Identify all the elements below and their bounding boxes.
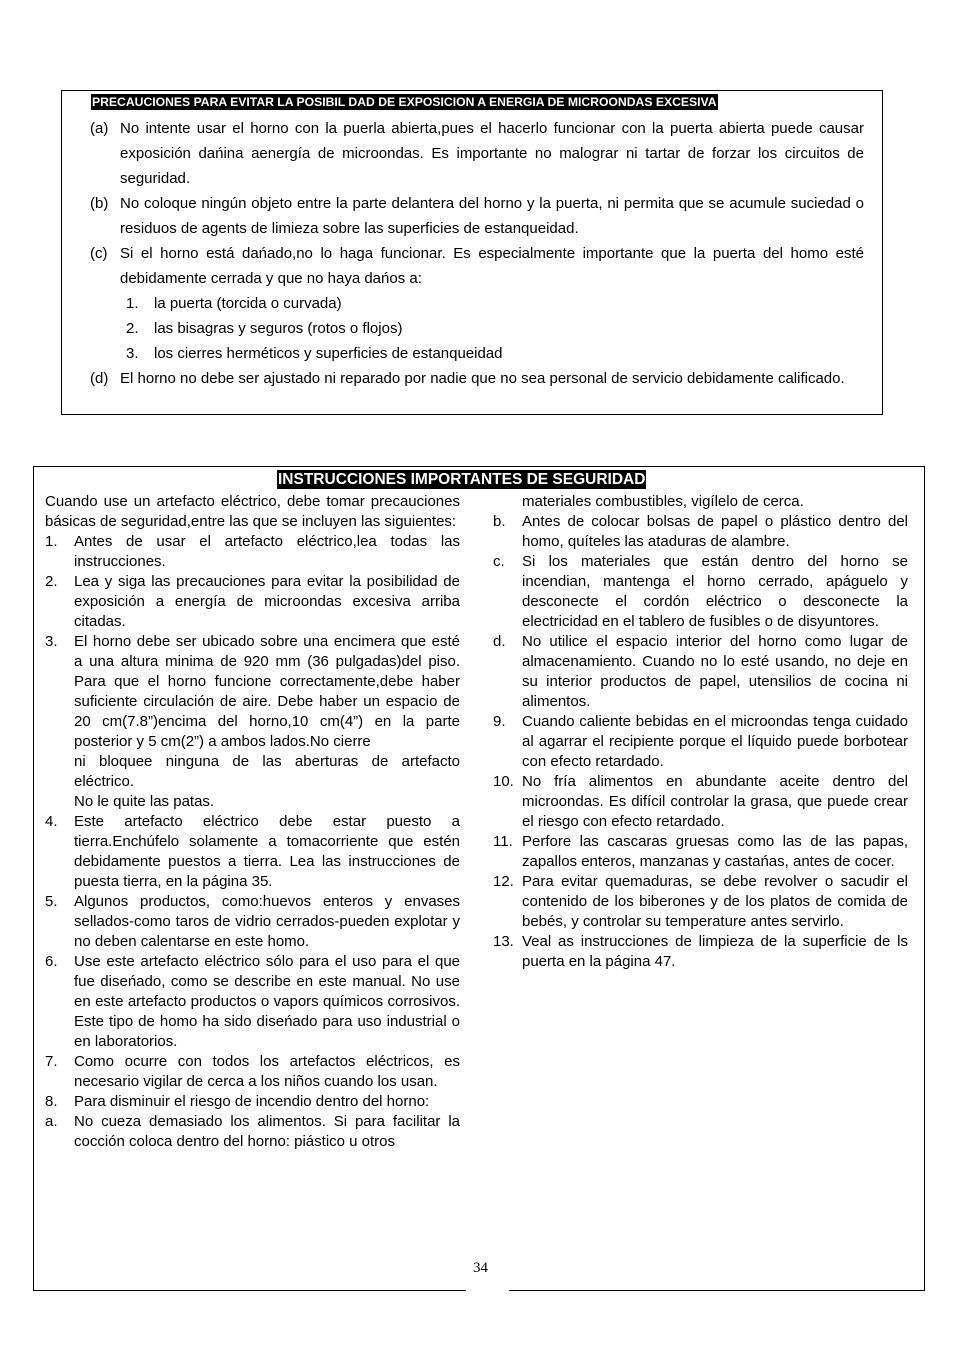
item-text: No intente usar el horno con la puerla abierta,pues el hacerlo funcionar con la puerta abierta puede causar exposición dańina aenergía de microondas. Es importante no malograr ni tartar de forzar los circuitos de seguridad. [120,120,864,187]
item-marker: 7. [45,1053,58,1070]
list-item [45,532,460,572]
item-text: Use este artefacto eléctrico sólo para el uso para el que fue diseńado, como se describe en este manual. No use en este artefacto productos o vapors químicos corrosivos. Este tipo de homo ha sido diseńado para uso industrial o en laboratorios. [74,953,460,1050]
item-marker: 12. [493,873,514,890]
list-item [45,1112,460,1152]
subitem-text: los cierres herméticos y superficies de estanqueidad [154,345,503,362]
list-item [493,712,908,772]
item-marker: 8. [45,1093,58,1110]
subitem-marker: 1. [126,295,139,312]
precautions-box [61,90,883,415]
item-text: No cueza demasiado los alimentos. Si para facilitar la cocción coloca dentro del horno: piástico u otros [74,1113,460,1150]
item-marker: 2. [45,573,58,590]
list-item [45,1052,460,1092]
safety-right-column [493,492,908,972]
item-text: Para disminuir el riesgo de incendio dentro del horno: [74,1093,430,1110]
item-marker: (b) [90,195,109,212]
item-marker: (c) [90,245,108,262]
precaution-item [90,191,864,241]
continued-text: materiales combustibles, vigílelo de cerca. [522,493,804,510]
list-item [493,932,908,972]
item-marker: a. [45,1113,58,1130]
item-marker: (d) [90,370,109,387]
list-item [493,512,908,552]
list-item [493,632,908,712]
item-marker: 6. [45,953,58,970]
list-item [45,572,460,632]
item-text: Antes de colocar bolsas de papel o plástico dentro del homo, quíteles las ataduras de alambre. [522,513,908,550]
precaution-subitem [90,341,864,366]
item-marker: (a) [90,120,109,137]
list-item [45,1092,460,1112]
list-item [45,632,460,752]
item-text: No utilice el espacio interior del horno como lugar de almacenamiento. Cuando no lo esté usando, no deje en su interior productos de papel, utensilios de cocina ni alimentos. [522,633,908,710]
item-text: Si los materiales que están dentro del horno se incendian, mantenga el horno cerrado, apáguelo y desconecte el cordón eléctrico o desconecte la electricidad en el tablero de fusibles o de disyuntores. [522,553,908,630]
item-marker: 1. [45,533,58,550]
item-text: El horno no debe ser ajustado ni reparado por nadie que no sea personal de servicio debidamente calificado. [120,370,845,387]
item-text: Este artefacto eléctrico debe estar puesto a tierra.Enchúfelo solamente a tomacorriente que estén debidamente puestos a tierra. Lea las instrucciones de puesta tierra, en la página 35. [74,813,460,890]
precautions-list [90,116,864,391]
item-text: No coloque ningún objeto entre la parte delantera del horno y la puerta, ni permita que se acumule suciedad o residuos de agents de limieza sobre las superficies de estanqueidad. [120,195,864,237]
item-marker: b. [493,513,506,530]
item-text: No fría alimentos en abundante aceite dentro del microondas. Es difícil controlar la grasa, que puede crear el riesgo con efecto retardado. [522,773,908,830]
item-marker: 5. [45,893,58,910]
item-text: Para evitar quemaduras, se debe revolver o sacudir el contenido de los biberones y de los platos de comida de bebés, y controlar su temperature antes servirlo. [522,873,908,930]
item-text: Algunos productos, como:huevos enteros y envases sellados-como taros de vidrio cerrados-pueden explotar y no deben calentarse en este homo. [74,893,460,950]
subitem-marker: 2. [126,320,139,337]
safety-intro: Cuando use un artefacto eléctrico, debe tomar precauciones básicas de seguridad,entre las que se incluyen las siguientes: [45,493,460,530]
item-text: Veal as instrucciones de limpieza de la superficie de ls puerta en la página 47. [522,933,908,970]
item-marker: 13. [493,933,514,950]
page-number: 34 [473,1260,488,1276]
item-marker: 11. [493,833,513,850]
list-item [493,872,908,932]
precaution-item [90,241,864,291]
item-marker: 4. [45,813,58,830]
precaution-subitem [90,291,864,316]
list-item [45,952,460,1052]
subitem-marker: 3. [126,345,139,362]
list-item [493,552,908,632]
item-text: Antes de usar el artefacto eléctrico,lea todas las instrucciones. [74,533,460,570]
subitem-text: la puerta (torcida o curvada) [154,295,342,312]
item-text: ni bloquee ninguna de las aberturas de artefacto eléctrico. [74,753,460,790]
list-item [45,752,460,792]
list-item [45,812,460,892]
item-marker: 9. [493,713,506,730]
list-item [493,832,908,872]
precaution-item [90,116,864,191]
border-gap [466,1288,509,1292]
item-text: No le quite las patas. [74,793,215,810]
item-text: Lea y siga las precauciones para evitar la posibilidad de exposición a energía de microondas excesiva arriba citadas. [74,573,460,630]
safety-title: INSTRUCCIONES IMPORTANTES DE SEGURIDAD [278,471,646,488]
list-item [493,772,908,832]
item-text: Si el horno está dańado,no lo haga funcionar. Es especialmente importante que la puerta del homo esté debidamente cerrada y que no haya dańos a: [120,245,864,287]
list-item [45,792,460,812]
item-marker: 10. [493,773,514,790]
subitem-text: las bisagras y seguros (rotos o flojos) [154,320,403,337]
precaution-subitem [90,316,864,341]
list-item [45,892,460,952]
item-marker: d. [493,633,506,650]
item-marker: c. [493,553,505,570]
item-marker: 3. [45,633,58,650]
precautions-title: PRECAUCIONES PARA EVITAR LA POSIBIL DAD DE EXPOSICION A ENERGIA DE MICROONDAS EXCESIVA [92,95,717,109]
item-text: Como ocurre con todos los artefactos eléctricos, es necesario vigilar de cerca a los niños cuando los usan. [74,1053,460,1090]
safety-left-column [45,492,460,1152]
precaution-item [90,366,864,391]
safety-box [33,466,925,1291]
item-text: Perfore las cascaras gruesas como las de las papas, zapallos enteros, manzanas y castańas, antes de cocer. [522,833,908,870]
item-text: Cuando caliente bebidas en el microondas tenga cuidado al agarrar el recipiente porque el líquido puede borbotear con efecto retardado. [522,713,908,770]
item-text: El horno debe ser ubicado sobre una encimera que esté a una altura minima de 920 mm (36 pulgadas)del piso. Para que el horno funcione correctamente,debe haber suficiente circulación de aire. Debe haber un espacio de 20 cm(7.8”)encima del horno,10 cm(4”) en la parte posterior y 5 cm(2”) a ambos lados.No cierre [74,633,460,750]
